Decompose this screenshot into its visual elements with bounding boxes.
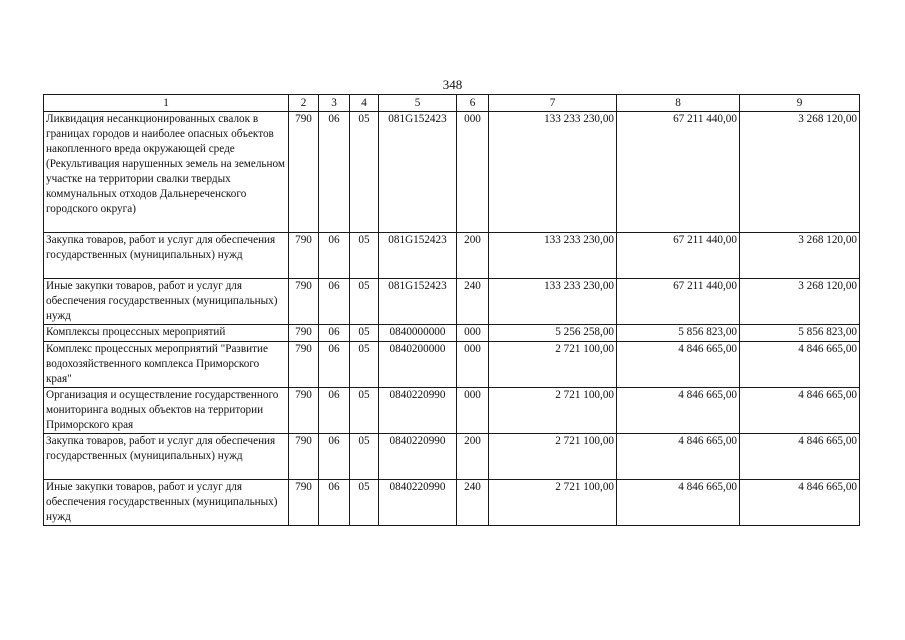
cell-code: 05 bbox=[350, 279, 379, 325]
cell-code: 790 bbox=[289, 233, 319, 279]
cell-amount: 4 846 665,00 bbox=[740, 388, 860, 434]
row-name: Организация и осуществление государственного мониторинга водных объектов на территории Приморского края bbox=[44, 388, 289, 434]
column-header: 9 bbox=[740, 95, 860, 112]
cell-code: 240 bbox=[457, 279, 489, 325]
cell-amount: 5 856 823,00 bbox=[740, 325, 860, 342]
cell-code: 06 bbox=[319, 480, 350, 526]
column-header: 7 bbox=[489, 95, 617, 112]
page-number: 348 bbox=[442, 77, 463, 92]
table-row bbox=[44, 112, 860, 233]
column-header: 2 bbox=[289, 95, 319, 112]
cell-code: 0840220990 bbox=[379, 388, 457, 434]
table-row bbox=[44, 325, 860, 342]
cell-code: 05 bbox=[350, 342, 379, 388]
cell-code: 790 bbox=[289, 112, 319, 233]
cell-code: 0840000000 bbox=[379, 325, 457, 342]
column-header: 8 bbox=[617, 95, 740, 112]
cell-code: 000 bbox=[457, 112, 489, 233]
cell-amount: 4 846 665,00 bbox=[617, 388, 740, 434]
cell-code: 200 bbox=[457, 434, 489, 480]
cell-code: 06 bbox=[319, 434, 350, 480]
row-name: Закупка товаров, работ и услуг для обеспечения государственных (муниципальных) нужд bbox=[44, 434, 289, 480]
cell-code: 790 bbox=[289, 325, 319, 342]
cell-amount: 3 268 120,00 bbox=[740, 112, 860, 233]
cell-code: 0840220990 bbox=[379, 480, 457, 526]
cell-code: 790 bbox=[289, 480, 319, 526]
column-header: 5 bbox=[379, 95, 457, 112]
cell-code: 06 bbox=[319, 233, 350, 279]
cell-code: 000 bbox=[457, 388, 489, 434]
cell-code: 790 bbox=[289, 342, 319, 388]
row-name: Иные закупки товаров, работ и услуг для обеспечения государственных (муниципальных) нужд bbox=[44, 480, 289, 526]
cell-code: 0840220990 bbox=[379, 434, 457, 480]
cell-code: 000 bbox=[457, 325, 489, 342]
cell-code: 06 bbox=[319, 325, 350, 342]
column-header: 3 bbox=[319, 95, 350, 112]
cell-amount: 2 721 100,00 bbox=[489, 480, 617, 526]
cell-amount: 4 846 665,00 bbox=[740, 342, 860, 388]
cell-code: 790 bbox=[289, 434, 319, 480]
column-header: 1 bbox=[44, 95, 289, 112]
cell-amount: 67 211 440,00 bbox=[617, 112, 740, 233]
cell-amount: 2 721 100,00 bbox=[489, 342, 617, 388]
cell-amount: 2 721 100,00 bbox=[489, 434, 617, 480]
column-header: 6 bbox=[457, 95, 489, 112]
cell-code: 06 bbox=[319, 279, 350, 325]
table-row bbox=[44, 342, 860, 388]
table-row bbox=[44, 279, 860, 325]
cell-code: 05 bbox=[350, 480, 379, 526]
cell-amount: 67 211 440,00 bbox=[617, 233, 740, 279]
cell-code: 05 bbox=[350, 325, 379, 342]
cell-amount: 5 856 823,00 bbox=[617, 325, 740, 342]
cell-code: 06 bbox=[319, 342, 350, 388]
header-row bbox=[44, 95, 860, 112]
cell-code: 06 bbox=[319, 388, 350, 434]
budget-table bbox=[43, 94, 860, 526]
row-name: Ликвидация несанкционированных свалок в границах городов и наиболее опасных объектов накопленного вреда окружающей среде (Рекультивация нарушенных земель на земельном участке на территории свалки твердых коммунальных отходов Дальнереченского городского округа) bbox=[44, 112, 289, 233]
cell-code: 790 bbox=[289, 279, 319, 325]
cell-amount: 4 846 665,00 bbox=[740, 480, 860, 526]
table-row bbox=[44, 434, 860, 480]
cell-amount: 2 721 100,00 bbox=[489, 388, 617, 434]
cell-code: 081G152423 bbox=[379, 279, 457, 325]
cell-code: 0840200000 bbox=[379, 342, 457, 388]
row-name: Комплексы процессных мероприятий bbox=[44, 325, 289, 342]
cell-code: 06 bbox=[319, 112, 350, 233]
cell-amount: 4 846 665,00 bbox=[617, 342, 740, 388]
cell-code: 790 bbox=[289, 388, 319, 434]
row-name: Закупка товаров, работ и услуг для обеспечения государственных (муниципальных) нужд bbox=[44, 233, 289, 279]
row-name: Иные закупки товаров, работ и услуг для обеспечения государственных (муниципальных) нужд bbox=[44, 279, 289, 325]
cell-amount: 5 256 258,00 bbox=[489, 325, 617, 342]
cell-code: 200 bbox=[457, 233, 489, 279]
table-row bbox=[44, 480, 860, 526]
cell-code: 000 bbox=[457, 342, 489, 388]
cell-code: 081G152423 bbox=[379, 112, 457, 233]
cell-amount: 133 233 230,00 bbox=[489, 233, 617, 279]
cell-amount: 133 233 230,00 bbox=[489, 279, 617, 325]
cell-amount: 67 211 440,00 bbox=[617, 279, 740, 325]
cell-code: 05 bbox=[350, 112, 379, 233]
cell-amount: 4 846 665,00 bbox=[740, 434, 860, 480]
cell-code: 05 bbox=[350, 233, 379, 279]
cell-amount: 4 846 665,00 bbox=[617, 434, 740, 480]
cell-code: 05 bbox=[350, 388, 379, 434]
table-row bbox=[44, 233, 860, 279]
cell-code: 240 bbox=[457, 480, 489, 526]
table-row bbox=[44, 388, 860, 434]
row-name: Комплекс процессных мероприятий "Развитие водохозяйственного комплекса Приморского края" bbox=[44, 342, 289, 388]
column-header: 4 bbox=[350, 95, 379, 112]
cell-code: 081G152423 bbox=[379, 233, 457, 279]
cell-amount: 4 846 665,00 bbox=[617, 480, 740, 526]
cell-code: 05 bbox=[350, 434, 379, 480]
cell-amount: 133 233 230,00 bbox=[489, 112, 617, 233]
cell-amount: 3 268 120,00 bbox=[740, 233, 860, 279]
cell-amount: 3 268 120,00 bbox=[740, 279, 860, 325]
